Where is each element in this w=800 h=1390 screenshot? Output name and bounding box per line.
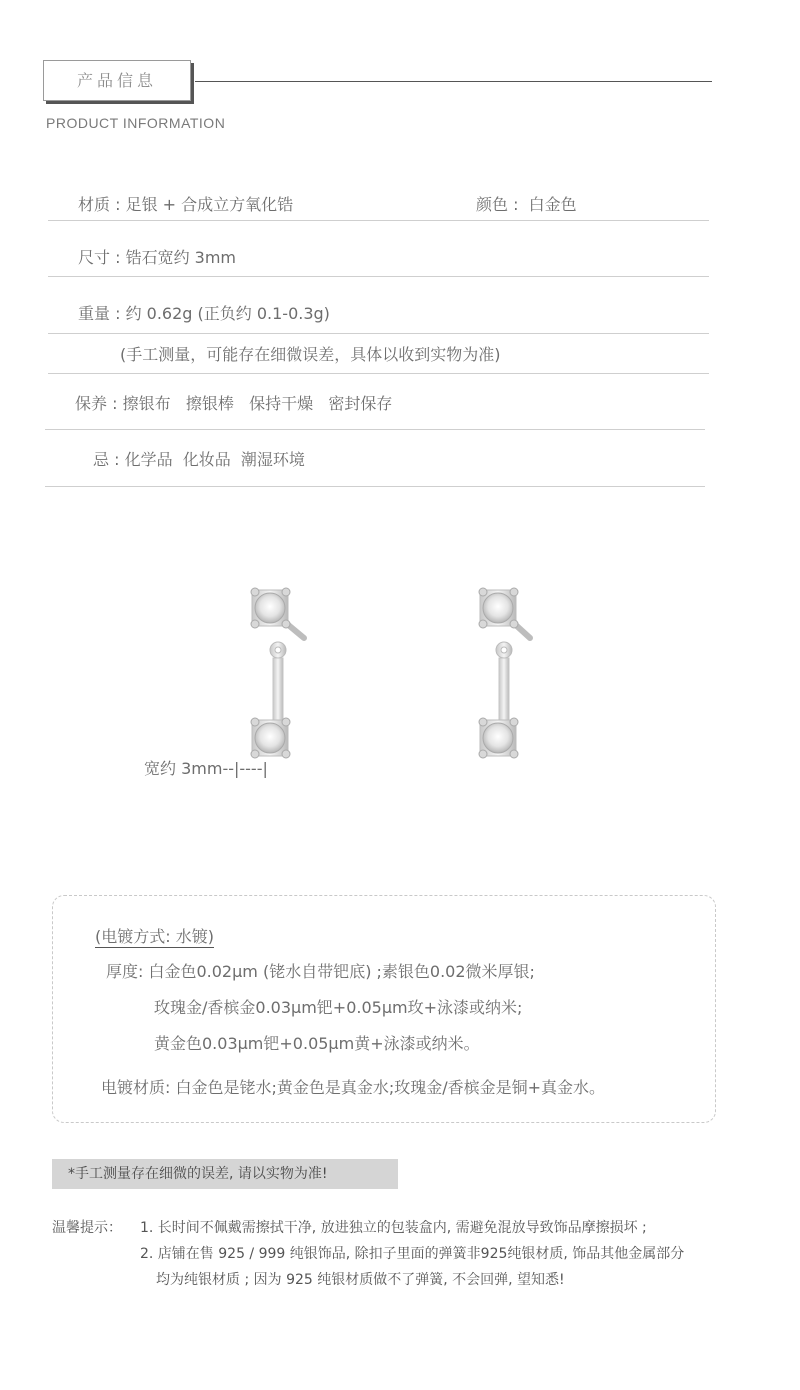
measurement-notice: *手工测量存在细微的误差, 请以实物为准! bbox=[68, 1166, 328, 1182]
left-earring bbox=[251, 588, 304, 758]
spec-size: 尺寸 : 锆石宽约 3mm bbox=[78, 248, 237, 267]
spec-avoid: 忌 : 化学品 化妆品 潮湿环境 bbox=[93, 450, 305, 469]
earring-product-image bbox=[200, 570, 560, 770]
spec-care: 保养 : 擦银布 擦银棒 保持干燥 密封保存 bbox=[75, 394, 393, 413]
section-title-rule bbox=[195, 81, 712, 82]
spec-divider bbox=[48, 333, 709, 334]
tip-item-2-line2: 均为纯银材质 ; 因为 925 纯银材质做不了弹簧, 不会回弹, 望知悉! bbox=[156, 1272, 565, 1288]
spec-divider bbox=[48, 220, 709, 221]
tip-item-2-line1: 2. 店铺在售 925 / 999 纯银饰品, 除扣子里面的弹簧非925纯银材质, 饰品其他金属部分 bbox=[140, 1246, 685, 1262]
section-subtitle: PRODUCT INFORMATION bbox=[46, 115, 226, 131]
spec-weight-note: (手工测量，可能存在细微误差，具体以收到实物为准) bbox=[120, 345, 501, 364]
plating-material: 电镀材质: 白金色是铑水;黄金色是真金水;玫瑰金/香槟金是铜+真金水。 bbox=[101, 1078, 606, 1097]
plating-heading: (电镀方式: 水镀) bbox=[95, 927, 214, 946]
plating-thickness-line3: 黄金色0.03μm钯+0.05μm黄+泳漆或纳米。 bbox=[154, 1034, 480, 1053]
plating-thickness-line1: 厚度: 白金色0.02μm (铑水自带钯底) ;素银色0.02微米厚银; bbox=[106, 962, 535, 981]
spec-weight: 重量 : 约 0.62g (正负约 0.1-0.3g) bbox=[78, 304, 330, 323]
plating-thickness-line2: 玫瑰金/香槟金0.03μm钯+0.05μm玫+泳漆或纳米; bbox=[154, 998, 523, 1017]
spec-material: 材质 : 足银 + 合成立方氧化锆 bbox=[78, 195, 294, 214]
right-earring bbox=[479, 588, 530, 758]
spec-divider bbox=[48, 373, 709, 374]
spec-divider bbox=[45, 429, 705, 430]
tips-label: 温馨提示： bbox=[52, 1220, 122, 1236]
section-title: 产品信息 bbox=[76, 71, 157, 90]
spec-divider bbox=[48, 276, 709, 277]
spec-color: 颜色 : 白金色 bbox=[476, 195, 577, 214]
spec-divider bbox=[45, 486, 705, 487]
tip-item-1: 1. 长时间不佩戴需擦拭干净, 放进独立的包装盒内, 需避免混放导致饰品摩擦损坏 ; bbox=[140, 1220, 647, 1236]
gem-width-label: 宽约 3mm--|----| bbox=[144, 759, 268, 778]
